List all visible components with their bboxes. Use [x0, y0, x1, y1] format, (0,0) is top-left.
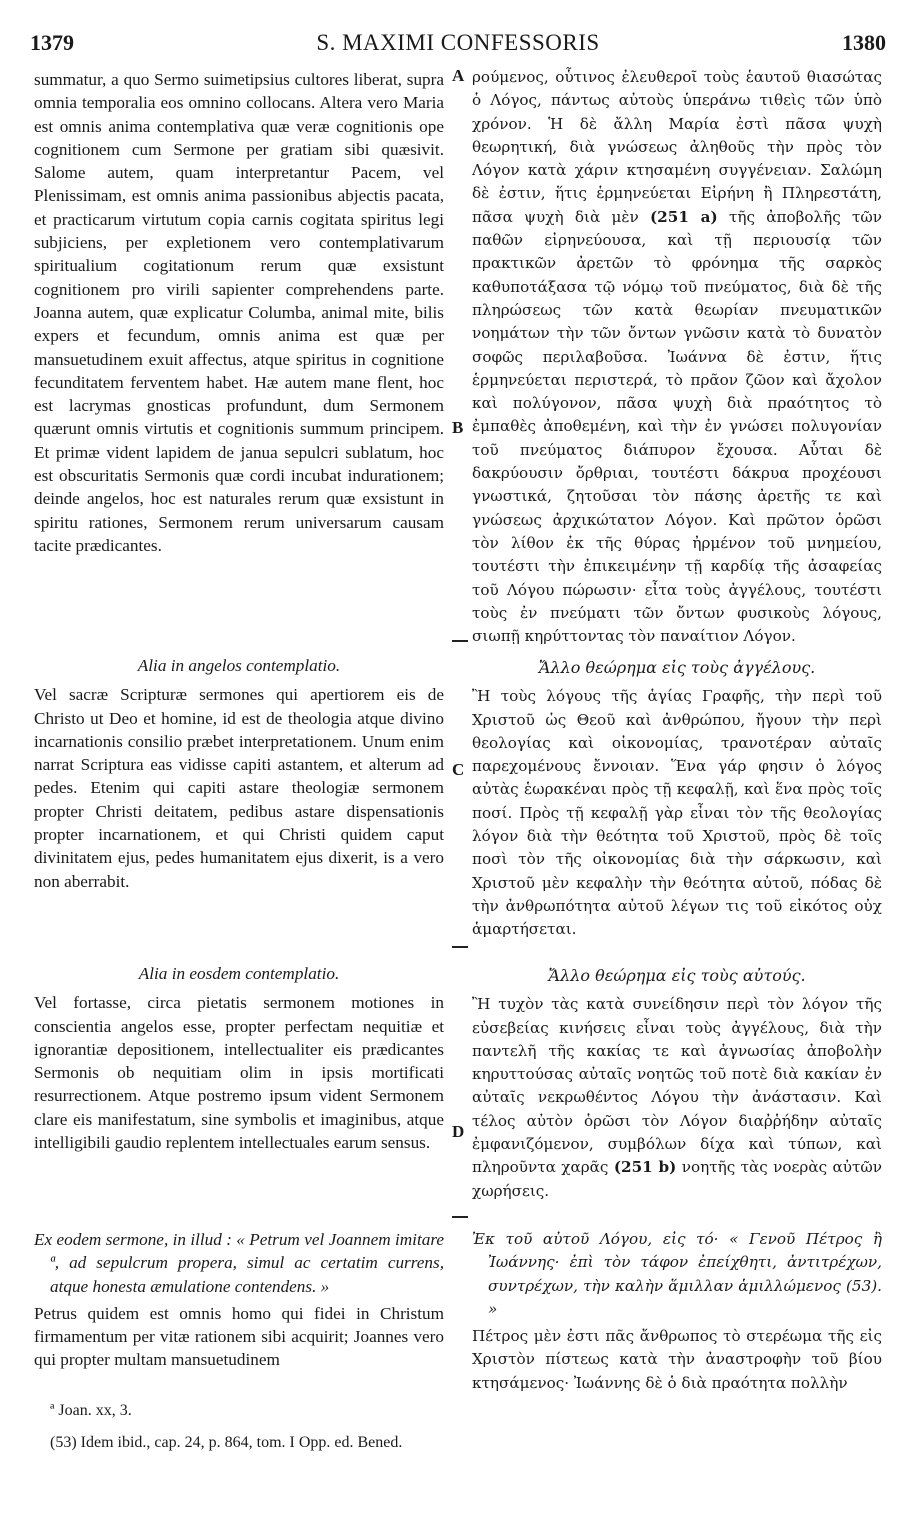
- footnote-53: (53) Idem ibid., cap. 24, p. 864, tom. I Opp. ed. Bened.: [50, 1434, 403, 1451]
- greek-section-heading: Ἄλλο θεώρημα εἰς τοὺς αὐτούς.: [548, 966, 806, 985]
- greek-section-heading: Ἄλλο θεώρημα εἰς τοὺς ἀγγέλους.: [538, 658, 816, 677]
- column-marker-a: A: [452, 66, 465, 85]
- greek-paragraph: Ἢ τοὺς λόγους τῆς ἁγίας Γραφῆς, τὴν περὶ τοῦ Χριστοῦ ὡς Θεοῦ καὶ ἀνθρώπου, ἤγουν τὴν περὶ θεολογίας καὶ οἰκονομίας, τρανοτέραν αὐταῖς παρεχομένους ἔννοιαν. Ἕνα γάρ φησιν ὁ λόγος αὐτὰς ἑωρακέναι πρὸς τῇ κεφαλῇ, καὶ ἕνα πρὸς τοῖς ποσί. Πρὸς τῇ κεφαλῇ γὰρ εἶναι τὸν τῆς θεολογίας λόγον διὰ τὴν θεότητα τοῦ Χριστοῦ, πρὸς δὲ τοῖς ποσὶ τὸν τῆς οἰκονομίας διὰ τὴν σάρκωσιν, καὶ Χριστοῦ μὲν κεφαλὴν τὴν θεότητα αὐτοῦ, πόδας δὲ τὴν ἀνθρωπότητα αὐτοῦ λέγων τις τοῦ εἰκότος οὐχ ἁμαρτήσεται.: [472, 687, 882, 939]
- patrologia-column-ref: (251 a): [650, 207, 718, 226]
- greek-text: τῆς ἀποβολῆς τῶν παθῶν εἰρηνεύουσα, καὶ τῇ περιουσίᾳ τῶν πρακτικῶν ἀρετῶν τὸ φρόνημα τῆς σαρκὸς καθυποτάξασα τῷ νόμῳ τοῦ πνεύματος, διὰ δὲ τῆς πληρώσεως τῶν κατὰ θεωρίαν πνευματικῶν νοημάτων τὴν τῶν ὄντων γνῶσιν κατὰ τὸ δυνατὸν σοφῶς περιλαβοῦσα. Ἰωάννα δὲ ἐστιν, ἥτις ἑρμηνεύεται περιστερά, τὸ πρᾶον ζῶον καὶ ἄχολον καὶ πολύγονον, πᾶσα ψυχὴ διὰ πραότητος τὸ ἐμπαθὲς ἀποθεμένη, καὶ τὴν ἐν γνώσει πολυγονίαν τοῦ πνεύματος διάπυρον ἔχουσα. Αὗται δὲ δακρύουσιν ὄρθριαι, τουτέστι δάκρυα προχέουσι γνωστικά, ζητοῦσαι τὸν πάσης ἀρετῆς τε καὶ γνώσεως ἀρχικώτατον Λόγον. Καὶ πρῶτον ὁρῶσι τὸν λίθον ἐκ τῆς θύρας ἠρμένον τοῦ μνημείου, τουτέστι τὴν ἐπικειμένην τῇ καρδίᾳ τῆς ἀσαφείας τοῦ Λόγου πώρωσιν· εἶτα τοὺς ἀγγέλους, τουτέστι τοὺς ἐν πνεύματι τῶν ὄντων φυσικοὺς λόγους, σιωπῇ κηρύττοντας τὸν παναίτιον Λόγον.: [472, 207, 883, 646]
- greek-section-4: [472, 1228, 882, 1398]
- latin-paragraph: Petrus quidem est omnis homo qui fidei in Christum firmamentum per vitæ rationem sibi acquirit; Joannes vero qui propter multam mansuetudinem: [34, 1303, 444, 1370]
- section-rule: [452, 1216, 468, 1218]
- patrologia-column-ref: (251 b): [613, 1158, 677, 1177]
- running-title: S. MAXIMI CONFESSORIS: [316, 30, 600, 55]
- greek-text: ρούμενος, οὗτινος ἐλευθεροῖ τοὺς ἑαυτοῦ θιασώτας ὁ Λόγος, πάντως αὐτοὺς ὑπεράνω τιθεὶς τῶν ὑπὸ χρόνον. Ἡ δὲ ἄλλη Μαρία ἐστὶ πᾶσα ψυχὴ θεωρητική, διὰ γνώσεως ἀληθοῦς τὴν πρὸς τὸν Λόγον κατὰ χάριν κτησαμένη συγγένειαν. Σαλώμη δὲ ἐστιν, ἥτις ἑρμηνεύεται Εἰρήνη ἢ Πληρεστάτη, πᾶσα ψυχὴ διὰ μὲν: [472, 68, 882, 226]
- latin-section-3: [34, 962, 444, 1188]
- column-marker-b: B: [452, 418, 464, 437]
- latin-section-4: [34, 1228, 444, 1398]
- greek-section-3: [472, 964, 882, 1204]
- greek-text: νοητῆς τὰς νοερὰς αὐτῶν χωρήσεις.: [472, 1158, 883, 1200]
- latin-paragraph: summatur, a quo Sermo suimetipsius cultores liberat, supra omnia temporalia eos omnino collocans. Altera vero Maria est omnis anima contemplativa quæ veræ cognitionis ope cognitionem cum Sermone per gratiam sibi quæsivit. Salome autem, quam interpretantur Pacem, vel Plenissimam, est omnis anima passionibus abjectis pacata, et practicarum virtutum copia carnis cogitata spiritus legi subjiciens, per expletionem vero contemplativarum spiritualium cogitationum rerum quæ exsistunt cognitionem pro virili sapienter comprehendens parte. Joanna autem, quæ explicatur Columba, animal mite, bilis expers et fecundum, omnis anima est quæ per mansuetudinem exuit affectus, atque spiritus in cognitione fecunditatem ferventem habet. Hæ autem mane flent, hoc est lacrymas gnosticas profundunt, dum Sermonem quærunt omnis virtutis et cognitionis summum principem. Et primæ vident lapidem de janua sepulcri sublatum, hoc est obscuritatis Sermonis quæ cordi incubat indurationem; deinde angelos, hoc est naturales rerum quæ exsistunt in spiritu rationes, Sermonem rerum universarum causam tacite prædicantes.: [34, 70, 444, 555]
- latin-section-2: [34, 654, 444, 924]
- greek-section-2: [472, 656, 882, 939]
- greek-text: Ἢ τυχὸν τὰς κατὰ συνείδησιν περὶ τὸν λόγον τῆς εὐσεβείας κινήσεις εἶναι τοὺς ἀγγέλους, διὰ τὴν παντελῆ τῆς κακίας τε καὶ ἀγνωσίας ἀποβολὴν κηρυττούσας αὐταῖς νοητῶς τοῦ ποτὲ διὰ κακίαν ἐν αὐταῖς νεκρωθέντος Λόγου τὴν ἀνάστασιν. Καὶ τέλος αὐτὸν ὁρῶσι τὸν Λόγον διαῤῥήδην αὐταῖς ἐμφανιζόμενον, συμβόλων δίχα καὶ τύπων, καὶ πληροῦντα χαρᾶς: [472, 995, 882, 1177]
- latin-section-heading: Alia in angelos contemplatio.: [137, 656, 341, 675]
- greek-paragraph: Πέτρος μὲν ἐστι πᾶς ἄνθρωπος τὸ στερέωμα τῆς εἰς Χριστὸν πίστεως κατὰ τὴν ἀναστροφὴν τοῦ βίου κτησάμενος· Ἰωάννης δὲ ὁ διὰ πραότητα πολλὴν: [472, 1327, 882, 1392]
- section-rule: [452, 946, 468, 948]
- page-number-left: 1379: [30, 30, 74, 55]
- section-rule: [452, 640, 468, 642]
- greek-paragraph: [472, 993, 882, 1203]
- latin-paragraph: Vel sacræ Scripturæ sermones qui apertiorem eis de Christo ut Deo et homine, id est de theologia atque divino incarnationis consilio præbet interpretationem. Unum enim narrat Scriptura eas vidisse capiti astantem, et alterum ad pedes. Etenim qui capiti astare theologiæ sermonem propter Christi deitatem, pedibus astare dispensationis propter incarnationem, et qui Christi quidem caput divinitatem ejus, pedes humanitatem ejus dixerit, is a vero non aberrabit.: [34, 685, 444, 891]
- greek-paragraph: [472, 66, 882, 648]
- greek-section-1: [472, 66, 883, 646]
- latin-paragraph: Vel fortasse, circa pietatis sermonem motiones in conscientia angelos esse, propter perfectam nequitiæ et ignorantiæ depositionem, intellectualiter eis prædicantes Sermonis ob nequitiam olim in ipsis mortificati resurrectionem. Atque postremo ipsum vident Sermonem clare eis manifestatum, sine symbolis et imaginibus, atque intelligibili gaudio replentem intellectuales earum sensus.: [34, 993, 444, 1153]
- latin-lemma: Ex eodem sermone, in illud : « Petrum vel Joannem imitare ª, ad sepulcrum propera, simul ac certatim currens, atque honesta æmulatione contendens. »: [34, 1230, 444, 1296]
- latin-section-1: [34, 68, 444, 628]
- column-marker-c: C: [452, 760, 465, 779]
- running-header: [30, 30, 886, 62]
- column-marker-d: D: [452, 1122, 465, 1141]
- footnote-scripture: ª Joan. xx, 3.: [50, 1402, 132, 1419]
- greek-lemma: Ἐκ τοῦ αὐτοῦ Λόγου, εἰς τό· « Γενοῦ Πέτρος ἢ Ἰωάννης· ἐπὶ τὸν τάφον ἐπείχθητι, ἀντιτρέχων, συντρέχων, τὴν καλὴν ἅμιλλαν ἁμιλλώμενος (53). »: [472, 1230, 882, 1318]
- page-number-right: 1380: [842, 30, 886, 55]
- latin-section-heading: Alia in eosdem contemplatio.: [138, 964, 340, 983]
